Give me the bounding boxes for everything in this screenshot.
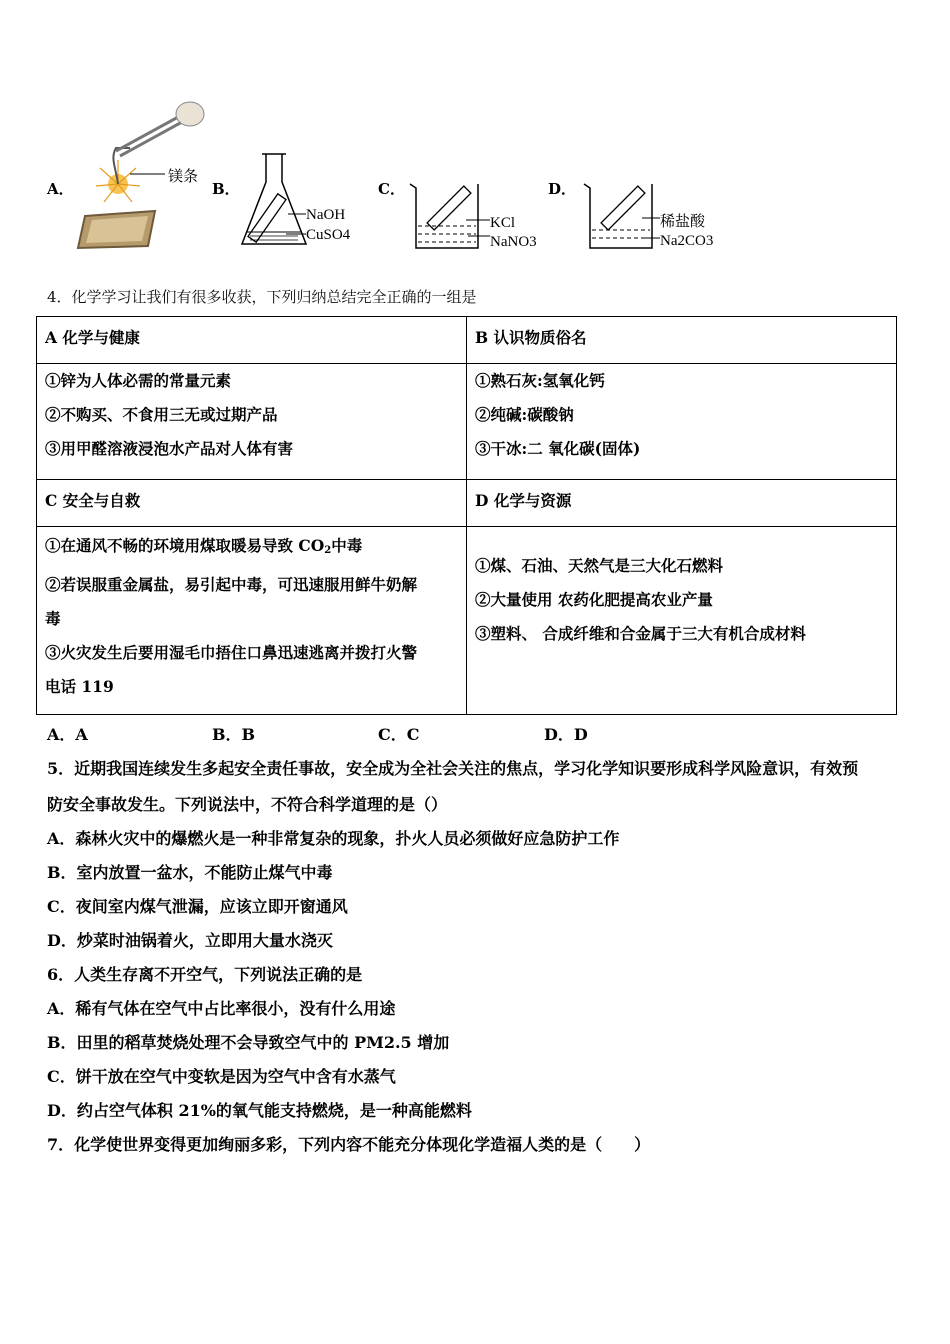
cell-c-items: ①在通风不畅的环境用煤取暖易导致 $CO_2$中毒 ②若误服重金属盐，易引起中毒，可迅速服用鲜牛奶解 毒 ③火灾发生后要用湿毛巾捂住口鼻迅速逃离并拨打火警 电话 119 xyxy=(37,527,467,715)
option-c-label: C． xyxy=(378,180,405,198)
b-reagent-1: NaOH xyxy=(306,207,346,223)
cell-d-items: ①煤、石油、天然气是三大化石燃料 ②大量使用 农药化肥提高农业产量 ③塑料、 合成纤维和合金属于三大有机合成材料 xyxy=(467,527,897,715)
q6-option-c: C．饼干放在空气中变软是因为空气中含有水蒸气 xyxy=(47,1067,396,1086)
q5-option-b: B．室内放置一盆水，不能防止煤气中毒 xyxy=(47,863,333,882)
q4-option-b: B．B xyxy=(212,725,256,744)
d-reagent-2: Na2CO3 xyxy=(660,233,714,249)
b-reagent-2: CuSO4 xyxy=(306,227,351,243)
cell-c-title: C 安全与自救 xyxy=(37,480,467,527)
q6-option-b: B．田里的稻草焚烧处理不会导致空气中的 PM2.5 增加 xyxy=(47,1033,450,1052)
c-reagent-1: KCl xyxy=(490,215,516,231)
q6-option-d: D．约占空气体积 21%的氧气能支持燃烧，是一种高能燃料 xyxy=(47,1101,472,1120)
q4-table xyxy=(36,316,897,715)
cell-d-title: D 化学与资源 xyxy=(467,480,897,527)
cell-b-title: B 认识物质俗名 xyxy=(467,317,897,364)
q7-stem: 7．化学使世界变得更加绚丽多彩，下列内容不能充分体现化学造福人类的是（ ） xyxy=(47,1135,651,1154)
q4-option-a: A．A xyxy=(47,725,88,744)
q5-option-a: A．森林火灾中的爆燃火是一种非常复杂的现象，扑火人员必须做好应急防护工作 xyxy=(47,829,620,848)
q4-option-d: D．D xyxy=(544,725,588,744)
magnesium-callout-label: 镁条 xyxy=(168,169,199,185)
q5-stem-line2: 防安全事故发生。下列说法中，不符合科学道理的是（） xyxy=(47,795,448,814)
q6-stem: 6．人类生存离不开空气，下列说法正确的是 xyxy=(47,965,363,984)
flask-figure xyxy=(236,148,316,252)
beaker-c-figure xyxy=(406,180,490,254)
option-a-label: A． xyxy=(47,180,74,198)
q6-option-a: A．稀有气体在空气中占比率很小，没有什么用途 xyxy=(47,999,396,1018)
cell-a-items: ①锌为人体必需的常量元素 ②不购买、不食用三无或过期产品 ③用甲醛溶液浸泡水产品对人体有害 xyxy=(37,364,467,480)
q5-option-c: C．夜间室内煤气泄漏，应该立即开窗通风 xyxy=(47,897,348,916)
q5-stem-line1: 5．近期我国连续发生多起安全责任事故，安全成为全社会关注的焦点，学习化学知识要形成科学风险意识，有效预 xyxy=(47,759,859,778)
cell-a-title: A 化学与健康 xyxy=(37,317,467,364)
option-d-label: D． xyxy=(548,180,577,198)
d-reagent-1: 稀盐酸 xyxy=(660,214,706,230)
option-b-label: B． xyxy=(212,180,240,198)
beaker-d-figure xyxy=(580,180,664,254)
q5-option-d: D．炒菜时油锅着火，立即用大量水浇灭 xyxy=(47,931,333,950)
cell-b-items: ①熟石灰:氢氧化钙 ②纯碱:碳酸钠 ③干冰:二 氧化碳(固体) xyxy=(467,364,897,480)
q4-option-c: C．C xyxy=(378,725,420,744)
q4-stem: 4．化学学习让我们有很多收获，下列归纳总结完全正确的一组是 xyxy=(47,288,477,306)
c-reagent-2: NaNO3 xyxy=(490,234,537,250)
